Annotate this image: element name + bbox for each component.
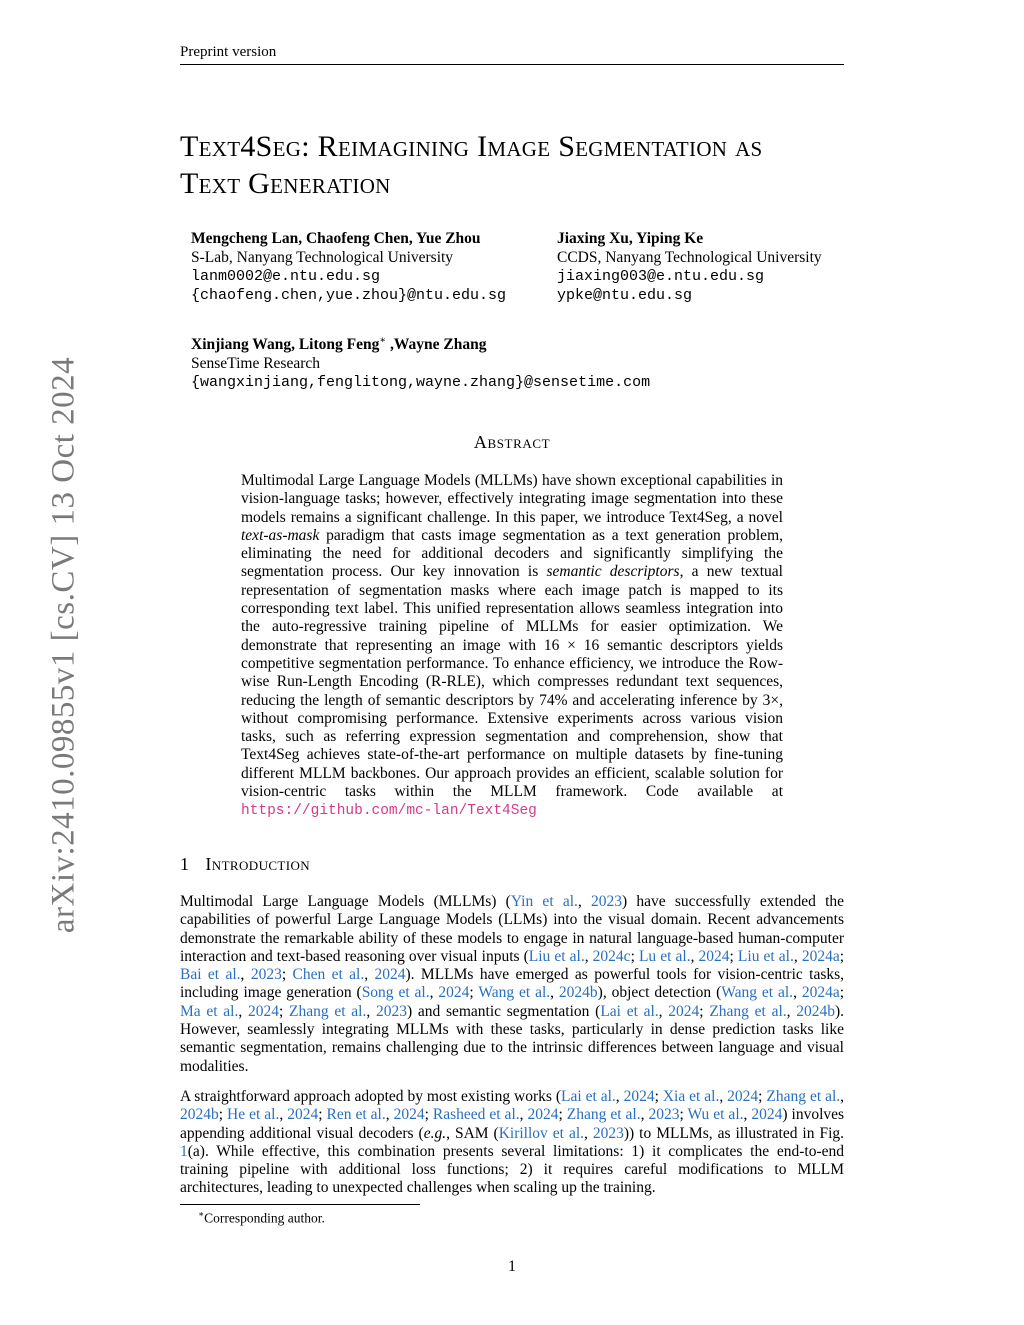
title-line-1: Text4Seg: Reimagining Image Segmentation as [180, 130, 763, 163]
citation-link[interactable]: Yin et al. [510, 893, 578, 910]
citation-link[interactable]: Lu et al. [638, 947, 691, 965]
citation-link[interactable]: 2024 [527, 1106, 559, 1124]
citation-link[interactable]: 2024 [438, 984, 470, 1002]
citation-link[interactable]: 2023 [375, 1002, 407, 1020]
paragraph-text: ; [699, 1002, 710, 1020]
intro-paragraph-2 [180, 1088, 844, 1198]
paragraph-text: ) and semantic segmentation ( [406, 1002, 601, 1020]
author-names: Jiaxing Xu, Yiping Ke [557, 230, 704, 247]
paragraph-text: ; [281, 966, 293, 984]
paragraph-text: , [429, 984, 439, 1002]
paragraph-text: , [793, 984, 802, 1002]
paragraph-text: , [366, 1002, 376, 1020]
citation-link[interactable]: Lai et al. [600, 1002, 659, 1020]
citation-link[interactable]: 2024 [247, 1002, 279, 1020]
citation-link[interactable]: 2024a [801, 947, 840, 965]
citation-link[interactable]: 2024 [393, 1106, 425, 1124]
paragraph-text: ; [654, 1088, 663, 1105]
section-heading [180, 854, 310, 875]
footnote-mark: ∗ [379, 335, 387, 346]
paragraph-text: Multimodal Large Language Models (MLLMs) ( [180, 893, 511, 910]
citation-link[interactable]: Wu et al. [687, 1106, 744, 1124]
citation-link[interactable]: He et al. [227, 1106, 280, 1124]
paragraph-text: , [584, 947, 593, 965]
paragraph-text: , [658, 1002, 669, 1020]
citation-link[interactable]: 2024a [801, 984, 840, 1002]
paragraph-text: , [793, 947, 802, 965]
citation-link[interactable]: 2024b [796, 1002, 835, 1020]
paragraph-text: , [615, 1088, 624, 1105]
citation-link[interactable]: Ma et al. [180, 1002, 239, 1020]
citation-link[interactable]: 2024 [668, 1002, 700, 1020]
citation-link[interactable]: Lai et al. [561, 1088, 616, 1105]
citation-link[interactable]: 2024b [180, 1106, 219, 1124]
author-email[interactable]: lanm0002@e.ntu.edu.sg [191, 268, 381, 285]
author-group-1 [191, 229, 506, 305]
paragraph-text: ) have successfully extended the capabilities of powerful Large Language Models (LLMs) into the visual domain. Recent advancements demonstrate the remarkable ability of these models to engage in natural language-based human-computer interaction and text-based reasoning over visual inputs ( [180, 893, 844, 965]
paragraph-text: , [743, 1106, 752, 1124]
paragraph-text: , [238, 1002, 248, 1020]
paragraph-text: ), object detection ( [597, 984, 722, 1002]
emphasis: semantic descriptors [546, 563, 680, 581]
paragraph-text: , [279, 1106, 288, 1124]
author-affiliation: S-Lab, Nanyang Technological University [191, 249, 454, 266]
paragraph-text: ; [679, 1106, 688, 1124]
author-group-2 [557, 229, 822, 305]
paragraph-text: ; [318, 1106, 327, 1124]
author-email[interactable]: jiaxing003@e.ntu.edu.sg [557, 268, 765, 285]
citation-link[interactable]: Ren et al. [326, 1106, 386, 1124]
citation-link[interactable]: Song et al. [361, 984, 430, 1002]
citation-link[interactable]: 2024b [558, 984, 598, 1002]
emphasis: text-as-mask [241, 526, 320, 544]
paragraph-text: , [690, 947, 699, 965]
paragraph-text: ; [839, 984, 845, 1002]
paragraph-text: , [840, 1088, 845, 1105]
paragraph-text: ; [469, 984, 479, 1002]
paragraph-text: ). MLLMs have emerged as powerful tools for vision-centric tasks, including image generation ( [180, 966, 845, 1002]
author-email[interactable]: ypke@ntu.edu.sg [557, 287, 693, 304]
header-rule [180, 64, 844, 65]
paragraph-text: A straightforward approach adopted by most existing works ( [180, 1088, 562, 1105]
citation-link[interactable]: Wang et al. [721, 984, 794, 1002]
paragraph-text: , [719, 1088, 728, 1105]
citation-link[interactable]: 2023 [591, 893, 623, 910]
citation-link[interactable]: 2024 [751, 1106, 783, 1124]
section-title: Introduction [205, 854, 311, 874]
paragraph-text: , [577, 893, 592, 910]
paper-title [180, 128, 860, 202]
paragraph-text: , SAM ( [446, 1124, 499, 1142]
paragraph-text: ). However, seamlessly integrating MLLMs with these tasks, particularly in dense prediction tasks like semantic segmentation, remains challenging due to the intrinsic differences between language and visual modalities. [180, 1002, 845, 1075]
paragraph-text: , [550, 984, 559, 1002]
author-affiliation: CCDS, Nanyang Technological University [557, 249, 822, 266]
abstract-heading: Abstract [473, 432, 551, 452]
paragraph-text: ; [558, 1106, 567, 1124]
citation-link[interactable]: Zhang et al. [709, 1002, 787, 1020]
running-header: Preprint version [180, 44, 277, 60]
citation-link[interactable]: Zhang et al. [566, 1106, 641, 1124]
arxiv-stamp: arXiv:2410.09855v1 [cs.CV] 13 Oct 2024 [45, 356, 82, 934]
abstract-body: Multimodal Large Language Models (MLLMs) have shown exceptional capabilities in vision-language tasks; however, effectively integrating image segmentation into these models remains a significant challenge. In this paper, we introduce Text4Seg, a novel text-as-mask paradigm that casts image segmentation as a text generation problem, eliminating the need for additional decoders and significantly simplifying the segmentation process. Our key innovation is semantic descriptors, a new textual representation of segmentation masks where each image patch is mapped to its corresponding text label. This unified representation allows seamless integration into the auto-regressive training pipeline of MLLMs for easier optimization. We demonstrate that representing an image with 16 × 16 semantic descriptors yields competitive segmentation performance. To enhance efficiency, we introduce the Row-wise Run-Length Encoding (R-RLE), which compresses redundant text sequences, reducing the length of semantic descriptors by 74% and accelerating inference by 3×, without compromising performance. Extensive experiments across various vision tasks, such as referring expression segmentation and comprehension, show that Text4Seg achieves state-of-the-art performance on multiple datasets by fine-tuning different MLLM backbones. Our approach provides an efficient, scalable solution for vision-centric tasks within the MLLM framework. Code available at https://github.com/mc-lan/Text4Seg [241, 472, 783, 820]
citation-link[interactable]: Zhang et al. [766, 1088, 841, 1105]
citation-link[interactable]: 2023 [592, 1124, 624, 1142]
citation-link[interactable]: 2024 [623, 1088, 655, 1105]
paragraph-text: ) involves appending additional visual decoders ( [180, 1106, 845, 1142]
footnote: ∗Corresponding author. [198, 1209, 325, 1226]
citation-link[interactable]: Wang et al. [478, 984, 551, 1002]
paragraph-text: ; [729, 947, 738, 965]
paragraph-text: (a). While effective, this combination presents several limitations: 1) it complicates the end-to-end training pipeline with additional loss functions; 2) it requires careful modifications to MLLM architectures, leading to unexpected challenges when scaling up the training. [180, 1142, 844, 1197]
paragraph-text: , [584, 1124, 593, 1142]
paragraph-text: ; [839, 947, 845, 965]
citation-link[interactable]: Liu et al. [737, 947, 794, 965]
citation-link[interactable]: 2023 [250, 966, 282, 984]
paragraph-text: , [519, 1106, 528, 1124]
citation-link[interactable]: Chen et al. [292, 966, 365, 984]
footnote-rule [180, 1204, 420, 1205]
paragraph-text: , [786, 1002, 797, 1020]
citation-link[interactable]: 2024 [374, 966, 406, 984]
paragraph-text: ; [758, 1088, 767, 1105]
citation-link[interactable]: 2023 [648, 1106, 680, 1124]
paragraph-text: , [640, 1106, 649, 1124]
section-number: 1 [180, 854, 190, 874]
citation-link[interactable]: 2024c [592, 947, 631, 965]
citation-link[interactable]: 2024 [727, 1088, 759, 1105]
title-line-2: Text Generation [180, 167, 391, 200]
author-names: Mengcheng Lan, Chaofeng Chen, Yue Zhou [191, 230, 481, 247]
author-affiliation: SenseTime Research [191, 355, 321, 373]
citation-link[interactable]: 1 [180, 1142, 188, 1160]
author-group-3 [191, 331, 650, 392]
paragraph-text: ; [278, 1002, 290, 1020]
code-url-link[interactable]: https://github.com/mc-lan/Text4Seg [241, 803, 537, 820]
citation-link[interactable]: Xia et al. [662, 1088, 720, 1105]
citation-link[interactable]: Zhang et al. [289, 1002, 367, 1020]
citation-link[interactable]: Kirillov et al. [498, 1124, 584, 1142]
paragraph-text: )) to MLLMs, as illustrated in Fig. [623, 1124, 845, 1142]
citation-link[interactable]: 2024 [287, 1106, 319, 1124]
page-number: 1 [508, 1258, 516, 1275]
citation-link[interactable]: Rasheed et al. [432, 1106, 520, 1124]
paragraph-text: ; [630, 947, 639, 965]
citation-link[interactable]: Bai et al. [180, 966, 241, 984]
paragraph-text: ; [424, 1106, 433, 1124]
author-email[interactable]: {chaofeng.chen,yue.zhou}@ntu.edu.sg [191, 287, 507, 304]
paragraph-text: , [364, 966, 375, 984]
intro-paragraph-1 [180, 893, 844, 1076]
paragraph-text: ; [218, 1106, 228, 1124]
paragraph-text: , [240, 966, 251, 984]
author-names: Xinjiang Wang, Litong Feng∗ ,Wayne Zhang [191, 335, 487, 354]
author-email[interactable]: {wangxinjiang,fenglitong,wayne.zhang}@sensetime.com [191, 374, 651, 392]
citation-link[interactable]: 2024 [698, 947, 730, 965]
citation-link[interactable]: Liu et al. [528, 947, 585, 965]
paragraph-text: , [385, 1106, 394, 1124]
emphasis: e.g. [423, 1124, 447, 1142]
